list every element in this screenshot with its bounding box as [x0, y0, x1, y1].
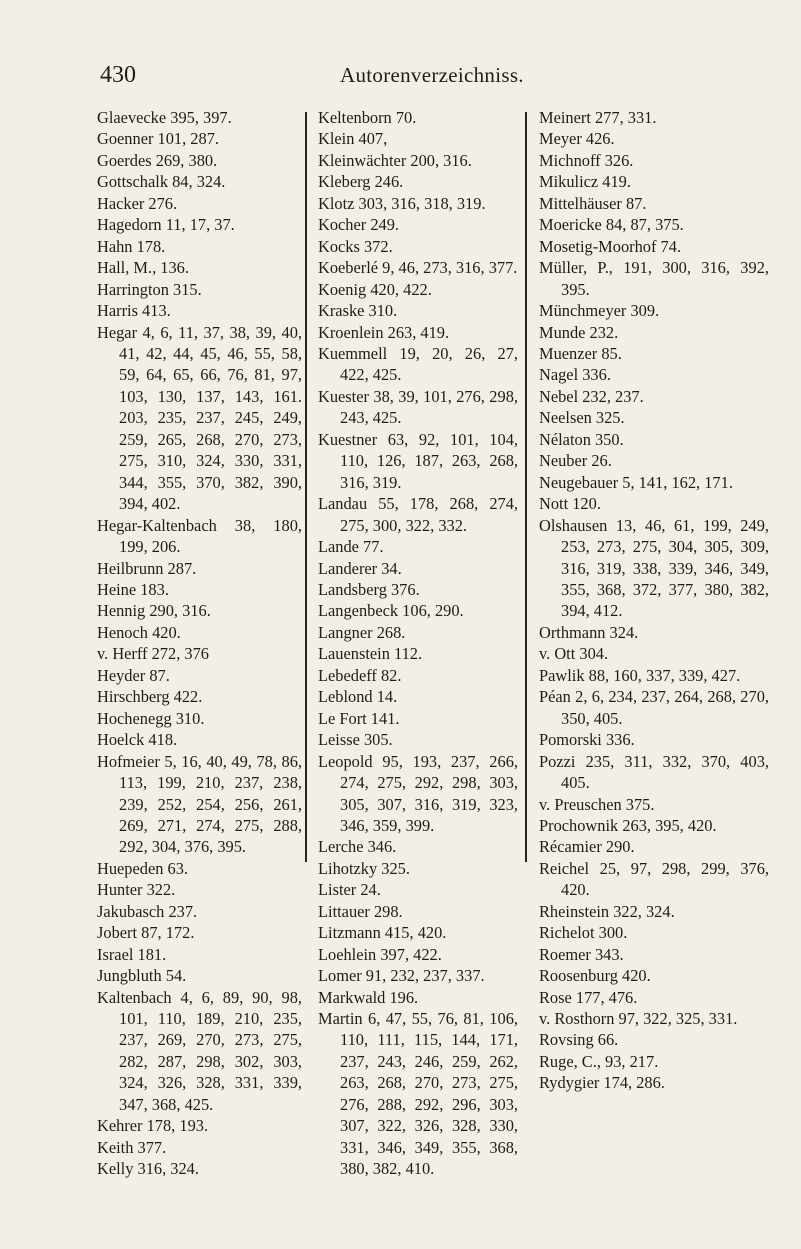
- index-entry: Hoelck 418.: [97, 730, 178, 750]
- index-column-3: [539, 107, 769, 1094]
- index-entry: Roosenburg 420.: [539, 966, 651, 986]
- index-entry: Müller, P., 191, 300, 316, 392, 395.: [539, 258, 769, 299]
- index-entry: Kleberg 246.: [318, 172, 404, 192]
- column-divider: [305, 112, 307, 862]
- index-entry: Lauenstein 112.: [318, 644, 423, 664]
- index-entry: Lihotzky 325.: [318, 858, 410, 878]
- index-entry: Olshausen 13, 46, 61, 199, 249, 253, 273, 275, 304, 305, 309, 316, 319, 338, 339, 346, 349, 355, 368, 372, 377, 380, 382, 394, 412.: [539, 515, 769, 621]
- index-entry: Michnoff 326.: [539, 150, 634, 170]
- index-entry: Hegar-Kaltenbach 38, 180, 199, 206.: [97, 515, 302, 557]
- index-entry: Kleinwächter 200, 316.: [318, 150, 472, 170]
- index-entry: Lister 24.: [318, 880, 381, 900]
- index-entry: Nebel 232, 237.: [539, 386, 644, 406]
- index-entry: v. Preuschen 375.: [539, 794, 655, 814]
- index-entry: Ruge, C., 93, 217.: [539, 1051, 659, 1071]
- index-entry: Kuemmell 19, 20, 26, 27, 422, 425.: [318, 343, 518, 385]
- index-entry: Langenbeck 106, 290.: [318, 601, 464, 621]
- index-entry: Littauer 298.: [318, 901, 403, 921]
- index-entry: Langner 268.: [318, 622, 406, 642]
- index-entry: Martin 6, 47, 55, 76, 81, 106, 110, 111, 115, 144, 171, 237, 243, 246, 259, 262, 263, 268, 270, 273, 275, 276, 288, 292, 296, 303, 307, 322, 326, 328, 330, 331, 346, 349, 355, 368, 380, 382, 410.: [318, 1009, 518, 1179]
- index-entry: Harrington 315.: [97, 279, 202, 299]
- index-entry: Pomorski 336.: [539, 730, 635, 750]
- index-entry: Lomer 91, 232, 237, 337.: [318, 966, 485, 986]
- index-entry: Hall, M., 136.: [97, 258, 189, 278]
- index-entry: Hofmeier 5, 16, 40, 49, 78, 86, 113, 199, 210, 237, 238, 239, 252, 254, 256, 261, 269, 271, 274, 275, 288, 292, 304, 376, 395.: [97, 751, 302, 857]
- index-entry: Landau 55, 178, 268, 274, 275, 300, 322, 332.: [318, 494, 518, 535]
- index-entry: Heine 183.: [97, 579, 169, 599]
- index-entry: Nélaton 350.: [539, 429, 624, 449]
- index-entry: v. Ott 304.: [539, 644, 609, 664]
- index-entry: Rheinstein 322, 324.: [539, 901, 675, 921]
- index-entry: Kroenlein 263, 419.: [318, 322, 450, 342]
- index-entry: Jobert 87, 172.: [97, 923, 195, 943]
- index-entry: Reichel 25, 97, 298, 299, 376, 420.: [539, 858, 769, 900]
- index-entry: Muenzer 85.: [539, 343, 622, 363]
- index-entry: Loehlein 397, 422.: [318, 944, 442, 964]
- index-entry: Récamier 290.: [539, 837, 635, 857]
- index-entry: Hunter 322.: [97, 880, 176, 900]
- index-entry: Hahn 178.: [97, 236, 166, 256]
- index-entry: Heilbrunn 287.: [97, 558, 197, 578]
- index-entry: Markwald 196.: [318, 987, 419, 1007]
- index-entry: Keith 377.: [97, 1137, 167, 1157]
- index-column-1: [97, 107, 302, 1180]
- index-entry: Mikulicz 419.: [539, 172, 631, 192]
- index-entry: Hegar 4, 6, 11, 37, 38, 39, 40, 41, 42, 44, 45, 46, 55, 58, 59, 64, 65, 66, 76, 81, 97, 103, 130, 137, 143, 161. 203, 235, 237, 245, 249, 259, 265, 268, 270, 273, 275, 310, 324, 330, 331, 344, 355, 370, 382, 390, 394, 402.: [97, 322, 302, 514]
- index-entry: Kraske 310.: [318, 301, 398, 321]
- index-entry: Goerdes 269, 380.: [97, 150, 218, 170]
- column-divider: [525, 112, 527, 862]
- running-title: Autorenverzeichniss.: [340, 63, 524, 87]
- index-entry: Orthmann 324.: [539, 622, 639, 642]
- index-entry: Henoch 420.: [97, 622, 181, 642]
- index-entry: v. Rosthorn 97, 322, 325, 331.: [539, 1009, 738, 1029]
- index-entry: Prochownik 263, 395, 420.: [539, 815, 717, 835]
- index-entry: Landerer 34.: [318, 558, 402, 578]
- index-entry: Hirschberg 422.: [97, 687, 203, 707]
- index-entry: Nott 120.: [539, 494, 601, 514]
- index-entry: Klein 407,: [318, 129, 388, 149]
- index-entry: Kocher 249.: [318, 215, 400, 235]
- index-entry: Moericke 84, 87, 375.: [539, 215, 684, 235]
- index-entry: Lerche 346.: [318, 837, 397, 857]
- index-entry: Hagedorn 11, 17, 37.: [97, 215, 235, 235]
- index-entry: v. Herff 272, 376: [97, 644, 209, 664]
- index-entry: Mittelhäuser 87.: [539, 193, 647, 213]
- index-entry: Leopold 95, 193, 237, 266, 274, 275, 292, 298, 303, 305, 307, 316, 319, 323, 346, 359, 399.: [318, 751, 518, 835]
- index-entry: Israel 181.: [97, 944, 167, 964]
- index-entry: Péan 2, 6, 234, 237, 264, 268, 270, 350, 405.: [539, 687, 769, 728]
- index-entry: Lebedeff 82.: [318, 665, 402, 685]
- index-entry: Klotz 303, 316, 318, 319.: [318, 193, 486, 213]
- index-entry: Neugebauer 5, 141, 162, 171.: [539, 472, 733, 492]
- index-entry: Huepeden 63.: [97, 858, 189, 878]
- index-entry: Kocks 372.: [318, 236, 393, 256]
- index-entry: Le Fort 141.: [318, 708, 400, 728]
- index-entry: Glaevecke 395, 397.: [97, 108, 232, 127]
- index-entry: Koenig 420, 422.: [318, 279, 432, 299]
- index-entry: Leblond 14.: [318, 687, 398, 707]
- index-entry: Lande 77.: [318, 537, 384, 557]
- index-column-2: [318, 107, 518, 1180]
- index-entry: Nagel 336.: [539, 365, 611, 385]
- index-entry: Leisse 305.: [318, 730, 393, 750]
- index-entry: Rose 177, 476.: [539, 987, 638, 1007]
- index-entry: Gottschalk 84, 324.: [97, 172, 226, 192]
- index-entry: Harris 413.: [97, 301, 171, 321]
- index-entry: Munde 232.: [539, 322, 619, 342]
- index-entry: Neelsen 325.: [539, 408, 625, 428]
- index-entry: Hacker 276.: [97, 193, 178, 213]
- index-entry: Landsberg 376.: [318, 579, 420, 599]
- index-entry: Hennig 290, 316.: [97, 601, 211, 621]
- index-entry: Pozzi 235, 311, 332, 370, 403, 405.: [539, 751, 769, 793]
- index-entry: Münchmeyer 309.: [539, 301, 660, 321]
- index-entry: Jungbluth 54.: [97, 966, 187, 986]
- page-header: [0, 62, 801, 92]
- index-entry: Kuester 38, 39, 101, 276, 298, 243, 425.: [318, 386, 518, 428]
- index-entry: Kuestner 63, 92, 101, 104, 110, 126, 187, 263, 268, 316, 319.: [318, 429, 518, 492]
- index-entry: Mosetig-Moorhof 74.: [539, 236, 682, 256]
- index-entry: Kehrer 178, 193.: [97, 1116, 209, 1136]
- index-entry: Pawlik 88, 160, 337, 339, 427.: [539, 665, 741, 685]
- index-entry: Rovsing 66.: [539, 1030, 619, 1050]
- index-entry: Roemer 343.: [539, 944, 624, 964]
- index-entry: Jakubasch 237.: [97, 901, 198, 921]
- index-entry: Keltenborn 70.: [318, 108, 417, 127]
- index-entry: Goenner 101, 287.: [97, 129, 219, 149]
- index-entry: Meyer 426.: [539, 129, 615, 149]
- index-entry: Neuber 26.: [539, 451, 612, 471]
- index-entry: Koeberlé 9, 46, 273, 316, 377.: [318, 258, 518, 278]
- page-number: 430: [100, 62, 136, 88]
- index-entry: Rydygier 174, 286.: [539, 1073, 665, 1093]
- index-entry: Meinert 277, 331.: [539, 108, 657, 127]
- index-entry: Heyder 87.: [97, 665, 170, 685]
- index-entry: Richelot 300.: [539, 923, 628, 943]
- index-entry: Litzmann 415, 420.: [318, 923, 447, 943]
- index-entry: Kaltenbach 4, 6, 89, 90, 98, 101, 110, 189, 210, 235, 237, 269, 270, 273, 275, 282, 287, 298, 302, 303, 324, 326, 328, 331, 339, 347, 368, 425.: [97, 987, 302, 1114]
- index-entry: Kelly 316, 324.: [97, 1159, 199, 1179]
- index-entry: Hochenegg 310.: [97, 708, 205, 728]
